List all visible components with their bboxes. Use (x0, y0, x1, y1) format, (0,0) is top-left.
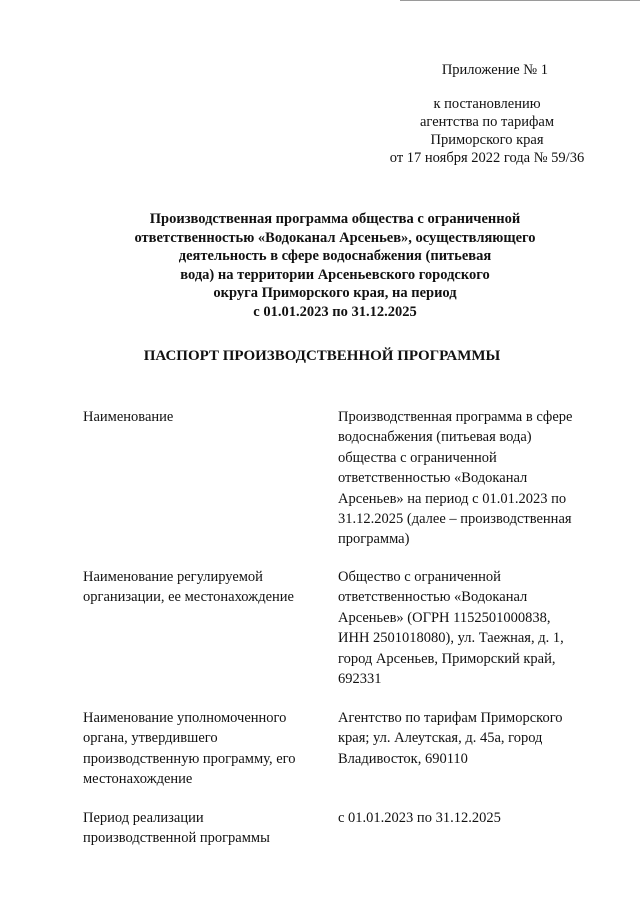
value-line: ИНН 2501018080), ул. Таежная, д. 1, (338, 630, 564, 647)
value-line: водоснабжения (питьевая вода) (338, 429, 532, 446)
value-line: город Арсеньев, Приморский край, (338, 650, 556, 667)
value-line: с 01.01.2023 по 31.12.2025 (338, 810, 501, 826)
row-value (338, 567, 598, 689)
value-line: 692331 (338, 671, 382, 688)
value-line: программа) (338, 531, 410, 548)
value-line: общества с ограниченной (338, 449, 497, 466)
label-line: Наименование (83, 409, 174, 425)
label-line: местонахождение (83, 771, 193, 788)
title-line: округа Приморского края, на период (213, 285, 457, 301)
resolution-line: к постановлению (433, 96, 541, 112)
label-line: производственной программы (83, 830, 270, 847)
value-line: края; ул. Алеутская, д. 45а, город (338, 730, 543, 747)
row-label (83, 407, 323, 427)
value-line: Арсеньев» (ОГРН 1152501000838, (338, 609, 551, 626)
value-line: ответственностью «Водоканал (338, 589, 528, 606)
value-line: Агентство по тарифам Приморского (338, 710, 563, 726)
value-line: Общество с ограниченной (338, 569, 501, 585)
label-line: органа, утвердившего (83, 730, 218, 747)
title-line: вода) на территории Арсеньевского городского (180, 266, 490, 283)
title-line: Производственная программа общества с ограниченной (149, 211, 521, 227)
label-line: организации, ее местонахождение (83, 589, 294, 606)
value-line: ответственностью «Водоканал (338, 470, 528, 487)
title-line: деятельность в сфере водоснабжения (питьевая (178, 248, 492, 264)
row-label (83, 708, 323, 790)
value-line: 31.12.2025 (далее – производственная (338, 511, 572, 528)
value-line: Владивосток, 690110 (338, 750, 468, 767)
scan-edge-line (400, 0, 640, 1)
resolution-reference (384, 95, 590, 167)
title-line: ответственностью «Водоканал Арсеньев», осуществляющего (134, 229, 536, 246)
row-label (83, 567, 323, 608)
resolution-line: от 17 ноября 2022 года № 59/36 (389, 150, 585, 166)
row-value (338, 808, 598, 828)
row-label (83, 808, 323, 849)
label-line: Период реализации (83, 810, 204, 826)
passport-heading: ПАСПОРТ ПРОИЗВОДСТВЕННОЙ ПРОГРАММЫ (143, 348, 501, 364)
value-line: Арсеньев» на период с 01.01.2023 по (338, 490, 567, 507)
label-line: Наименование уполномоченного (83, 710, 287, 726)
row-value (338, 708, 598, 769)
resolution-line: Приморского края (430, 132, 544, 148)
label-line: производственную программу, его (83, 750, 296, 767)
appendix-label: Приложение № 1 (441, 62, 548, 78)
label-line: Наименование регулируемой (83, 569, 263, 585)
resolution-line: агентства по тарифам (420, 114, 554, 130)
row-value (338, 407, 598, 550)
value-line: Производственная программа в сфере (338, 409, 573, 425)
document-title (120, 210, 550, 321)
title-line: с 01.01.2023 по 31.12.2025 (253, 303, 417, 320)
